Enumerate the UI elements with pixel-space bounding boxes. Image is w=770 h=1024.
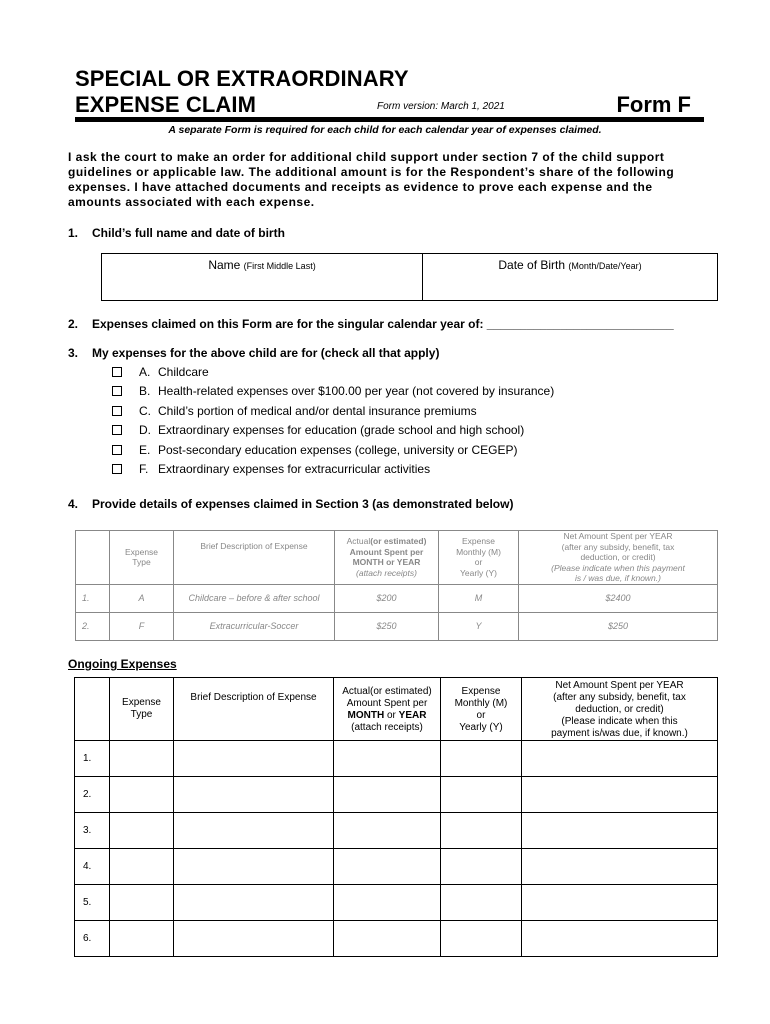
checkbox-row-a[interactable]: A. Childcare bbox=[112, 362, 554, 382]
amount-cell[interactable] bbox=[334, 849, 441, 885]
section-2-heading: 2. Expenses claimed on this Form are for the singular calendar year of: ____________________________ bbox=[68, 317, 674, 331]
frequency-cell[interactable] bbox=[441, 849, 522, 885]
expense-type-cell[interactable] bbox=[110, 885, 174, 921]
net-amount-cell[interactable] bbox=[522, 885, 718, 921]
net-amount-cell[interactable] bbox=[522, 777, 718, 813]
net-amount-cell[interactable] bbox=[522, 921, 718, 957]
checkbox-row-b[interactable]: B. Health-related expenses over $100.00 per year (not covered by insurance) bbox=[112, 382, 554, 402]
checkbox[interactable] bbox=[112, 464, 122, 474]
table-row: 5. bbox=[75, 885, 718, 921]
expense-type-cell[interactable] bbox=[110, 813, 174, 849]
description-cell[interactable] bbox=[174, 921, 334, 957]
example-row: 2. F Extracurricular-Soccer $250 Y $250 bbox=[76, 612, 718, 640]
table-row: 2. bbox=[75, 777, 718, 813]
form-title-line2: EXPENSE CLAIM bbox=[75, 92, 256, 117]
frequency-cell[interactable] bbox=[441, 741, 522, 777]
checkbox-row-e[interactable]: E. Post-secondary education expenses (college, university or CEGEP) bbox=[112, 440, 554, 460]
checkbox[interactable] bbox=[112, 425, 122, 435]
checkbox[interactable] bbox=[112, 406, 122, 416]
checkbox[interactable] bbox=[112, 445, 122, 455]
child-name-field[interactable]: Name (First Middle Last) bbox=[102, 254, 423, 301]
checkbox[interactable] bbox=[112, 386, 122, 396]
calendar-year-field[interactable]: Expenses claimed on this Form are for the singular calendar year of: ____________________________ bbox=[92, 317, 674, 331]
ongoing-header-row: Expense Type Brief Description of Expense Actual(or estimated) Amount Spent per MONTH or YEAR (attach receipts) Expense Monthly (M) or Yearly (Y) Net Amount Spent per YEAR (after any subsidy, benefit, tax deduction, or credit) (Please indicate when this payment is/was due, if known.) bbox=[75, 678, 718, 741]
table-row: 4. bbox=[75, 849, 718, 885]
intro-paragraph: I ask the court to make an order for additional child support under section 7 of the child support guidelines or applicable law. The additional amount is for the Respondent’s share of the following expenses. I have attached documents and receipts as evidence to prove each expense and the amounts associated with each expense. bbox=[68, 150, 675, 209]
table-row: 1. bbox=[75, 741, 718, 777]
expense-type-cell[interactable] bbox=[110, 849, 174, 885]
child-info-table bbox=[101, 253, 718, 301]
description-cell[interactable] bbox=[174, 777, 334, 813]
subnote: A separate Form is required for each child for each calendar year of expenses claimed. bbox=[168, 124, 602, 136]
form-header bbox=[75, 66, 705, 118]
section-3-heading: 3. My expenses for the above child are for (check all that apply) bbox=[68, 346, 440, 360]
expense-type-cell[interactable] bbox=[110, 777, 174, 813]
amount-cell[interactable] bbox=[334, 921, 441, 957]
amount-cell[interactable] bbox=[334, 741, 441, 777]
description-cell[interactable] bbox=[174, 813, 334, 849]
frequency-cell[interactable] bbox=[441, 777, 522, 813]
description-cell[interactable] bbox=[174, 849, 334, 885]
ongoing-expenses-heading: Ongoing Expenses bbox=[68, 657, 177, 671]
table-row: 6. bbox=[75, 921, 718, 957]
frequency-cell[interactable] bbox=[441, 813, 522, 849]
form-title-line1: SPECIAL OR EXTRAORDINARY bbox=[75, 66, 409, 91]
net-amount-cell[interactable] bbox=[522, 813, 718, 849]
section-1-heading: 1. Child’s full name and date of birth bbox=[68, 226, 285, 240]
net-amount-cell[interactable] bbox=[522, 741, 718, 777]
form-code: Form F bbox=[616, 92, 691, 117]
frequency-cell[interactable] bbox=[441, 921, 522, 957]
amount-cell[interactable] bbox=[334, 813, 441, 849]
expense-type-cell[interactable] bbox=[110, 921, 174, 957]
amount-cell[interactable] bbox=[334, 885, 441, 921]
checkbox-row-f[interactable]: F. Extraordinary expenses for extracurricular activities bbox=[112, 460, 554, 480]
title-rule bbox=[75, 117, 704, 122]
checkbox[interactable] bbox=[112, 367, 122, 377]
frequency-cell[interactable] bbox=[441, 885, 522, 921]
example-row: 1. A Childcare – before & after school $200 M $2400 bbox=[76, 584, 718, 612]
description-cell[interactable] bbox=[174, 741, 334, 777]
example-expense-table bbox=[75, 530, 718, 641]
example-header-row: Expense Type Brief Description of Expense Actual(or estimated) Amount Spent per MONTH or YEAR (attach receipts) Expense Monthly (M) or Yearly (Y) Net Amount Spent per YEAR (after any subsidy, benefit, tax deduction, or credit) (Please indicate when this payment is / was due, if known.) bbox=[76, 531, 718, 585]
table-row: 3. bbox=[75, 813, 718, 849]
expense-category-checklist bbox=[112, 362, 554, 479]
checkbox-row-d[interactable]: D. Extraordinary expenses for education (grade school and high school) bbox=[112, 421, 554, 441]
net-amount-cell[interactable] bbox=[522, 849, 718, 885]
section-4-heading: 4. Provide details of expenses claimed in Section 3 (as demonstrated below) bbox=[68, 497, 514, 511]
form-version: Form version: March 1, 2021 bbox=[377, 101, 505, 112]
description-cell[interactable] bbox=[174, 885, 334, 921]
checkbox-row-c[interactable]: C. Child’s portion of medical and/or dental insurance premiums bbox=[112, 401, 554, 421]
child-dob-field[interactable]: Date of Birth (Month/Date/Year) bbox=[423, 254, 718, 301]
ongoing-expense-table bbox=[74, 677, 718, 957]
expense-type-cell[interactable] bbox=[110, 741, 174, 777]
amount-cell[interactable] bbox=[334, 777, 441, 813]
